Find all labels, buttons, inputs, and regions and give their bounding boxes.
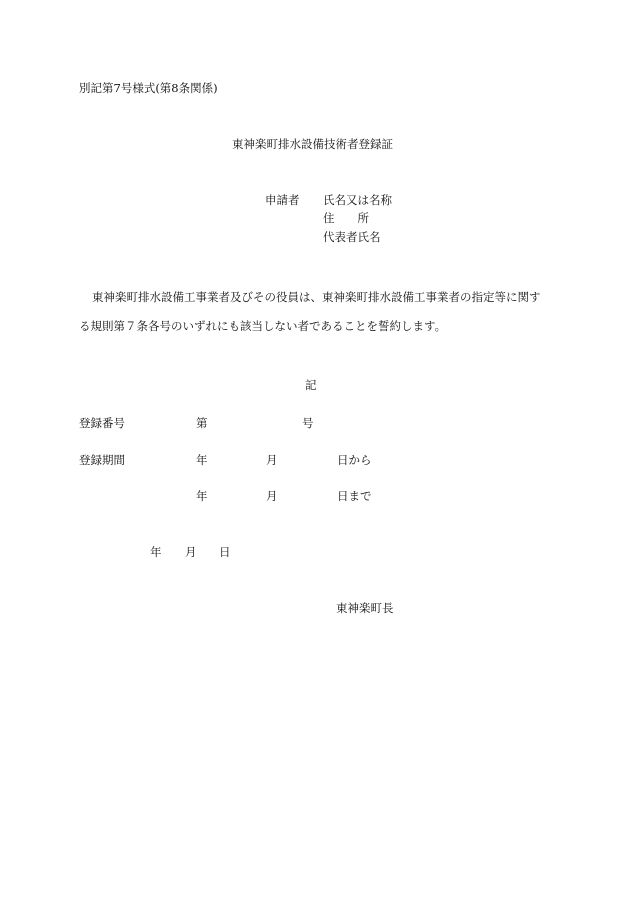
issue-date-day: 日 <box>219 545 231 559</box>
period-from-month: 月 <box>266 453 278 467</box>
applicant-address-label: 住 所 <box>323 211 369 225</box>
issuer-title: 東神楽町長 <box>336 601 394 615</box>
period-to-month: 月 <box>266 489 278 503</box>
registration-number-suffix: 号 <box>302 416 314 430</box>
registration-number-prefix: 第 <box>196 416 208 430</box>
issue-date-year: 年 <box>150 545 162 559</box>
form-number-label: 別記第7号様式(第8条関係) <box>79 81 218 95</box>
period-from-year: 年 <box>196 453 208 467</box>
registration-period-label: 登録期間 <box>79 453 125 467</box>
applicant-name-label: 氏名又は名称 <box>323 193 392 207</box>
period-to-year: 年 <box>196 489 208 503</box>
representative-name-label: 代表者氏名 <box>323 230 381 244</box>
pledge-text-line-2: る規則第７条各号のいずれにも該当しない者であることを誓約します。 <box>79 319 447 333</box>
pledge-text-line-1: 東神楽町排水設備工事業者及びその役員は、東神楽町排水設備工事業者の指定等に関す <box>92 290 541 304</box>
issue-date-month: 月 <box>185 545 197 559</box>
document-title: 東神楽町排水設備技術者登録証 <box>232 137 393 151</box>
period-to-day: 日まで <box>337 489 372 503</box>
period-from-day: 日から <box>337 453 372 467</box>
ki-heading: 記 <box>305 378 317 392</box>
registration-number-label: 登録番号 <box>79 416 125 430</box>
applicant-label: 申請者 <box>265 193 300 207</box>
